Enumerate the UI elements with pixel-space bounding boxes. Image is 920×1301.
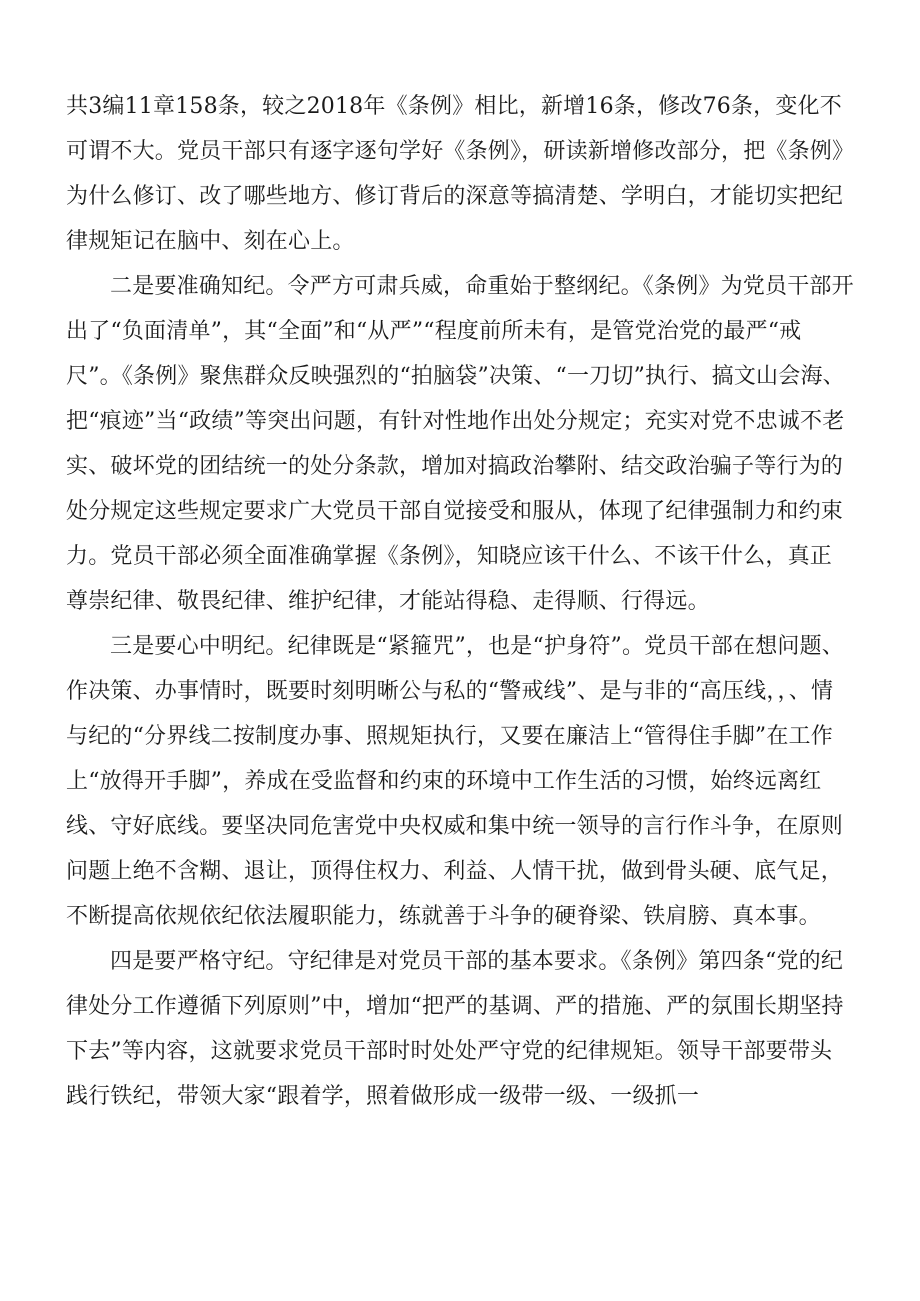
paragraph-strict-compliance: 四是要严格守纪。守纪律是对党员干部的基本要求。《条例》第四条“党的纪律处分工作遵循下列原则”中，增加“把严的基调、严的措施、严的氛围长期坚持下去”等内容，这就要求党员干部时时处处严守党的纪律规矩。领导干部要带头践行铁纪，带领大家“跟着学，照着做形成一级带一级、一级抓一 bbox=[66, 949, 844, 1109]
document-body bbox=[66, 84, 854, 1119]
paragraph-clear-discipline: 三是要心中明纪。纪律既是“紧箍咒”，也是“护身符”。党员干部在想问题、作决策、办事情时，既要时刻明晰公与私的“警戒线”、是与非的“高压线，，、情与纪的“分界线二按制度办事、照规矩执行，又要在廉洁上“管得住手脚”在工作上“放得开手脚”，养成在受监督和约束的环境中工作生活的习惯，始终远离红线、守好底线。要坚决同危害党中央权威和集中统一领导的言行作斗争，在原则问题上绝不含糊、退让，顶得住权力、利益、人情干扰，做到骨头硬、底气足，不断提高依规依纪依法履职能力，练就善于斗争的硬脊梁、铁肩膀、真本事。 bbox=[66, 634, 844, 929]
paragraph-accurate-knowledge: 二是要准确知纪。令严方可肃兵威，命重始于整纲纪。《条例》为党员干部开出了“负面清单”，其“全面”和“从严”“程度前所未有，是管党治党的最严“戒尺”。《条例》聚焦群众反映强烈的“拍脑袋”决策、“一刀切”执行、搞文山会海、把“痕迹”当“政绩”等突出问题，有针对性地作出处分规定；充实对党不忠诚不老实、破坏党的团结统一的处分条款，增加对搞政治攀附、结交政治骗子等行为的处分规定这些规定要求广大党员干部自觉接受和服从，体现了纪律强制力和约束力。党员干部必须全面准确掌握《条例》，知晓应该干什么、不该干什么，真正尊崇纪律、敬畏纪律、维护纪律，才能站得稳、走得顺、行得远。 bbox=[66, 274, 854, 614]
paragraph-continuation: 共3编11章158条，较之2018年《条例》相比，新增16条，修改76条，变化不可谓不大。党员干部只有逐字逐句学好《条例》，研读新增修改部分，把《条例》为什么修订、改了哪些地方、修订背后的深意等搞清楚、学明白，才能切实把纪律规矩记在脑中、刻在心上。 bbox=[66, 94, 844, 254]
